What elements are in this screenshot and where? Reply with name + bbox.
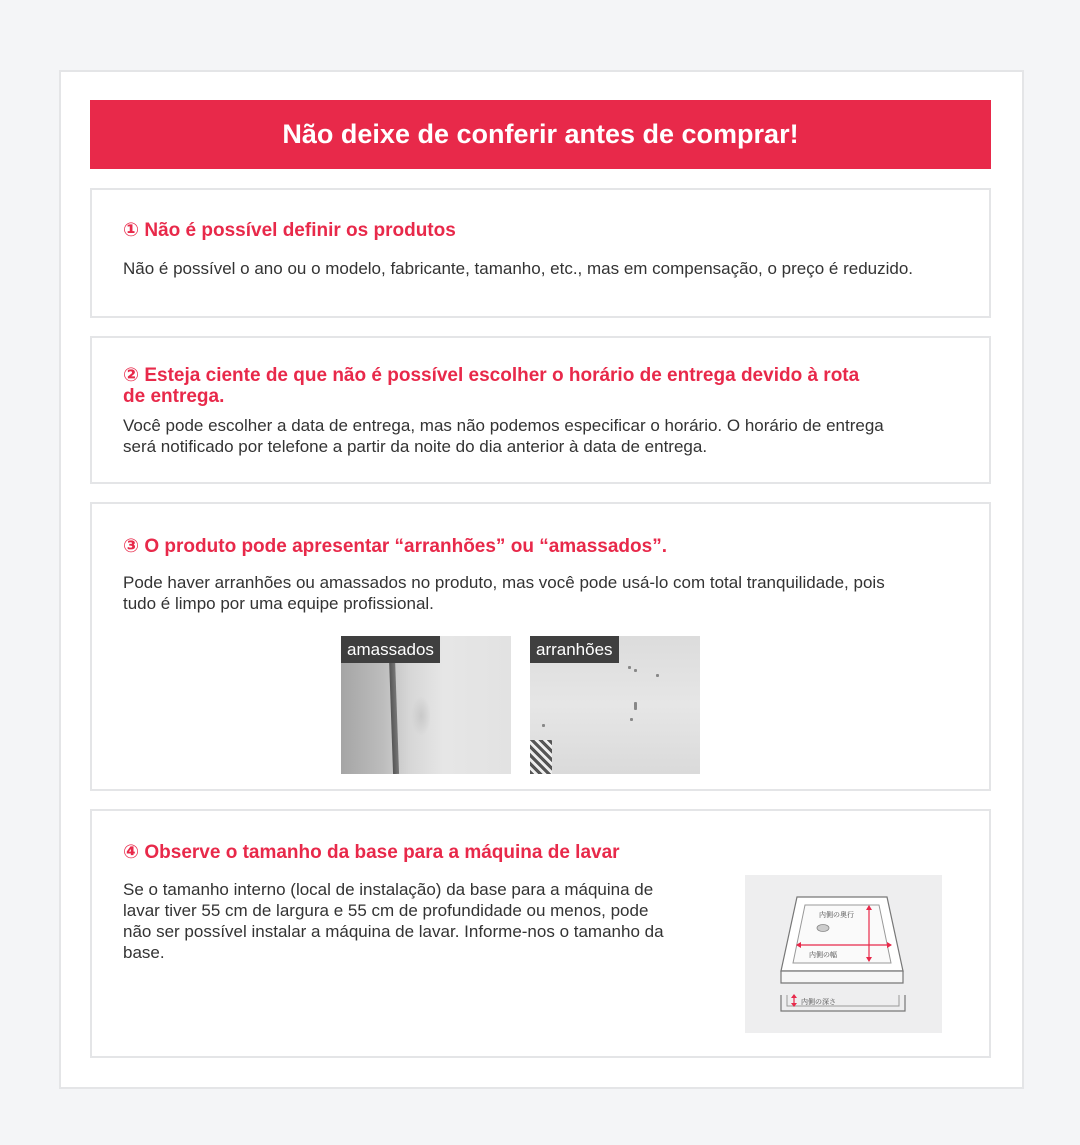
- notice-text-2-line2: será notificado por telefone a partir da noite do dia anterior à data de entrega.: [123, 437, 708, 456]
- notice-text-4-line1: Se o tamanho interno (local de instalação) da base para a máquina de: [123, 880, 654, 899]
- width-label: 内側の幅: [809, 951, 837, 959]
- notice-heading-2-line1: ② Esteja ciente de que não é possível escolher o horário de entrega devido à rota: [123, 365, 860, 386]
- notice-text-4-line4: base.: [123, 943, 165, 962]
- scratch-mark: [630, 718, 633, 721]
- notice-text-1: Não é possível o ano ou o modelo, fabricante, tamanho, etc., mas em compensação, o preço é reduzido.: [123, 259, 914, 278]
- notice-heading-3: ③ O produto pode apresentar “arranhões” ou “amassados”.: [123, 536, 667, 557]
- page-title: Não deixe de conferir antes de comprar!: [282, 119, 799, 149]
- notice-card-1: [90, 188, 991, 318]
- notice-text-4-line2: lavar tiver 55 cm de largura e 55 cm de profundidade ou menos, pode: [123, 901, 649, 920]
- notice-text-3-line2: tudo é limpo por uma equipe profissional.: [123, 594, 434, 613]
- scratch-photo: [530, 636, 700, 774]
- washer-base-diagram: [745, 875, 942, 1033]
- depth-label: 内側の奥行: [819, 911, 854, 919]
- scratch-mark: [634, 702, 637, 710]
- notice-card-3: [90, 502, 991, 791]
- notice-heading-4: ④ Observe o tamanho da base para a máquina de lavar: [123, 842, 620, 863]
- photo-label-scratches: arranhões: [530, 636, 619, 663]
- scratch-mark: [628, 666, 631, 669]
- notice-text-4-line3: não ser possível instalar a máquina de lavar. Informe-nos o tamanho da: [123, 922, 664, 941]
- notice-heading-1: ① Não é possível definir os produtos: [123, 220, 456, 241]
- scratch-mark: [656, 674, 659, 677]
- notice-heading-2-line2: de entrega.: [123, 386, 225, 407]
- dent-mark: [411, 696, 431, 736]
- scratch-mark: [634, 669, 637, 672]
- washer-base-illustration: [745, 875, 942, 1033]
- label-sticker: [530, 740, 552, 774]
- notice-text-3-line1: Pode haver arranhões ou amassados no produto, mas você pode usá-lo com total tranquilidade, pois: [123, 573, 885, 592]
- photo-label-dents: amassados: [341, 636, 440, 663]
- scratch-mark: [542, 724, 545, 727]
- notice-text-2-line1: Você pode escolher a data de entrega, mas não podemos especificar o horário. O horário de entrega: [123, 416, 884, 435]
- height-label: 内側の深さ: [801, 998, 836, 1006]
- notice-card-2: [90, 336, 991, 484]
- dent-crease: [389, 656, 399, 774]
- dent-photo: [341, 636, 511, 774]
- notice-card-4: [90, 809, 991, 1058]
- page-title-banner: [90, 100, 991, 169]
